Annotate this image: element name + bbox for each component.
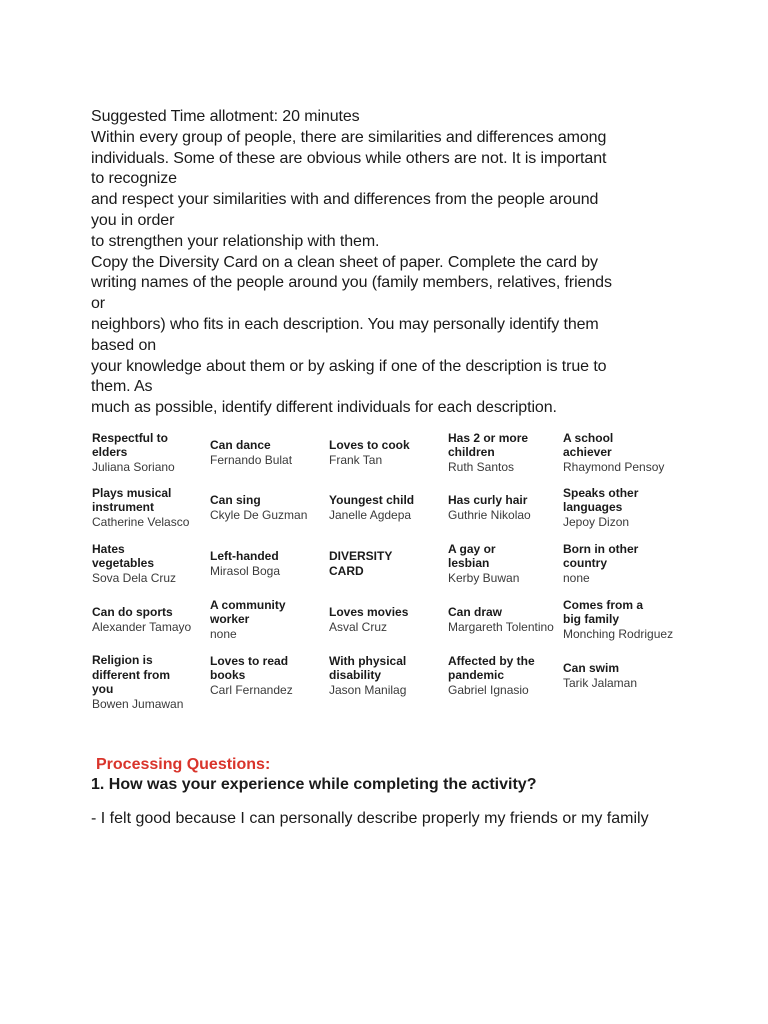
intro-line: to strengthen your relationship with them. [91, 232, 380, 250]
card-cell-name: Juliana Soriano [92, 459, 175, 474]
card-cell-name: Asval Cruz [329, 619, 388, 634]
card-cell-label: Respectful to elders [92, 430, 169, 459]
card-cell-label: Can dance [210, 438, 271, 452]
card-cell-name: Sova Dela Cruz [92, 570, 177, 585]
intro-line: your knowledge about them or by asking if one of the description is true to [91, 357, 607, 375]
card-cell-name: Janelle Agdepa [329, 507, 412, 522]
card-cell-label: Religion is different from you [92, 653, 170, 696]
intro-line: Suggested Time allotment: 20 minutes [91, 108, 360, 125]
intro-line: or [91, 295, 106, 313]
card-cell [448, 493, 566, 522]
card-cell-label: Plays musical instrument [92, 485, 172, 514]
card-cell [448, 654, 566, 698]
question-1: 1. How was your experience while completing the activity? [91, 776, 537, 793]
card-cell-name: Mirasol Boga [210, 563, 281, 578]
card-cell-label: Loves to cook [329, 438, 410, 452]
card-cell [92, 542, 210, 586]
card-cell [92, 605, 210, 634]
card-cell [329, 438, 447, 467]
card-cell [210, 598, 328, 642]
card-cell [563, 431, 681, 475]
card-cell [92, 431, 210, 475]
card-cell-label: With physical disability [329, 653, 407, 682]
card-cell-label: A school achiever [563, 430, 614, 459]
intro-text [91, 107, 691, 419]
card-cell [92, 653, 210, 711]
card-cell-label: Can sing [210, 493, 261, 507]
card-cell-label: Loves movies [329, 605, 409, 619]
card-cell-label: DIVERSITY CARD [329, 549, 393, 578]
card-cell [210, 654, 328, 698]
card-cell-label: Affected by the pandemic [448, 653, 535, 682]
processing-questions-title: Processing Questions: [96, 756, 271, 773]
card-cell-name: none [563, 570, 590, 585]
card-cell [563, 661, 681, 690]
intro-line: based on [91, 336, 157, 354]
card-cell-name: Monching Rodriguez [563, 626, 674, 641]
card-cell-label: Youngest child [329, 493, 415, 507]
card-cell-name: Frank Tan [329, 452, 383, 467]
card-cell-label: Left-handed [210, 549, 279, 563]
card-cell-name: Ruth Santos [448, 459, 515, 474]
card-cell-name: Gabriel Ignasio [448, 682, 529, 697]
intro-line: much as possible, identify different individuals for each description. [91, 399, 557, 417]
card-cell [563, 542, 681, 586]
card-cell-name: none [210, 626, 237, 641]
card-cell-label: Speaks other languages [563, 485, 639, 514]
card-cell [329, 493, 447, 522]
card-cell-label: Loves to read books [210, 653, 289, 682]
card-cell-label: Comes from a big family [563, 597, 644, 626]
card-cell-label: Can swim [563, 661, 620, 675]
card-cell-label: Can do sports [92, 605, 173, 619]
card-cell-label: A community worker [210, 597, 286, 626]
intro-line: Copy the Diversity Card on a clean sheet of paper. Complete the card by [91, 253, 598, 271]
intro-line: Within every group of people, there are similarities and differences among [91, 128, 607, 146]
card-cell-name: Jason Manilag [329, 682, 407, 697]
card-cell [210, 493, 328, 522]
card-cell [329, 605, 447, 634]
card-cell-name: Rhaymond Pensoy [563, 459, 665, 474]
card-cell [563, 486, 681, 530]
card-cell [329, 549, 447, 578]
card-cell-label: Has curly hair [448, 493, 528, 507]
card-cell [210, 549, 328, 578]
card-cell [329, 654, 447, 698]
intro-line: to recognize [91, 170, 177, 188]
card-cell-name: Alexander Tamayo [92, 619, 192, 634]
card-cell [563, 598, 681, 642]
card-cell-name: Ckyle De Guzman [210, 507, 308, 522]
card-cell-name: Fernando Bulat [210, 452, 293, 467]
card-cell-label: A gay or lesbian [448, 541, 496, 570]
card-cell [210, 438, 328, 467]
card-cell-name: Margareth Tolentino [448, 619, 554, 634]
intro-line: them. As [91, 378, 153, 396]
intro-line: writing names of the people around you (family members, relatives, friends [91, 274, 612, 292]
card-cell-name: Kerby Buwan [448, 570, 520, 585]
card-cell-label: Hates vegetables [92, 541, 155, 570]
card-cell [92, 486, 210, 530]
answer-1: - I felt good because I can personally describe properly my friends or my family [91, 810, 649, 827]
card-cell-name: Guthrie Nikolao [448, 507, 531, 522]
card-cell-name: Carl Fernandez [210, 682, 293, 697]
intro-line: individuals. Some of these are obvious while others are not. It is important [91, 149, 607, 167]
intro-line: you in order [91, 211, 175, 229]
card-cell-name: Bowen Jumawan [92, 696, 184, 711]
card-cell [448, 431, 566, 475]
intro-line: neighbors) who fits in each description. You may personally identify them [91, 315, 599, 333]
card-cell-name: Tarik Jalaman [563, 675, 638, 690]
card-cell [448, 542, 566, 586]
card-cell-label: Can draw [448, 605, 503, 619]
card-cell-name: Jepoy Dizon [563, 514, 630, 529]
intro-line: and respect your similarities with and differences from the people around [91, 191, 599, 209]
card-cell-name: Catherine Velasco [92, 514, 190, 529]
card-cell-label: Has 2 or more children [448, 430, 529, 459]
card-cell [448, 605, 566, 634]
card-cell-label: Born in other country [563, 541, 639, 570]
